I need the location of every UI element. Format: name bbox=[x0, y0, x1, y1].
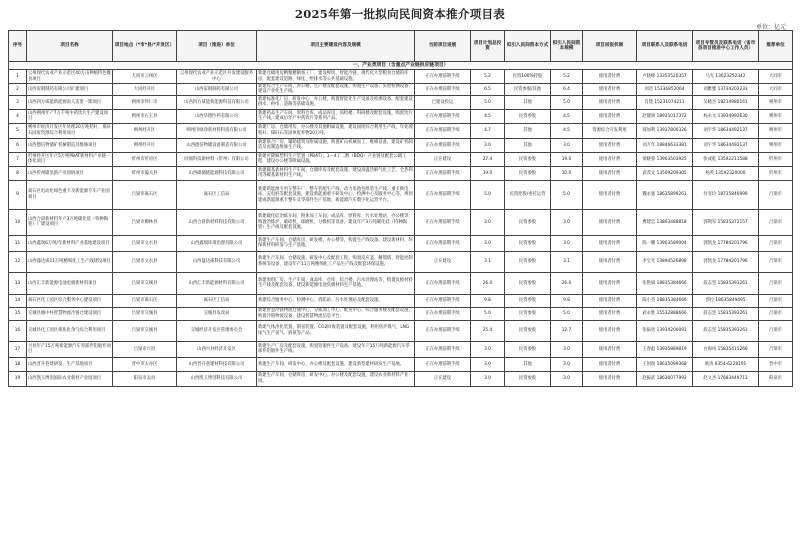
project-progress: 正在办理前期手续 bbox=[415, 320, 471, 341]
capital-scale: 4.5 bbox=[551, 109, 583, 123]
project-contact: 梁晓蓉 13903503925 bbox=[637, 152, 693, 166]
return-mechanism: 使用者付费 bbox=[583, 70, 637, 84]
capital-mode: 民资参股 bbox=[505, 341, 551, 357]
project-officer: 张成乾 13592211588 bbox=[693, 152, 759, 166]
project-content: 新建气体净化装置、制氢装置、CO2回收装置及配套设施，利用焦炉煤气、LNG尾气生产氢气、液氨等产品。 bbox=[257, 320, 415, 341]
return-mechanism: 使用者付费 bbox=[583, 357, 637, 371]
recommending-unit: 吕梁市 bbox=[759, 294, 793, 307]
row-number: 15 bbox=[9, 307, 27, 320]
row-number: 2 bbox=[9, 84, 27, 96]
total-investment: 4.7 bbox=[471, 123, 505, 138]
project-content: 新建原料厂房、生产车间、成品库、仓库、综合楼、污水处理站等，购置负极材料生产线及配套设备，建设新能源电池负极材料生产基地。 bbox=[257, 272, 415, 294]
return-mechanism: 使用者付费 bbox=[583, 152, 637, 166]
capital-mode: 民资参股 bbox=[505, 294, 551, 307]
capital-scale: 26.0 bbox=[551, 272, 583, 294]
project-officer: 刘雅雅 13734202233 bbox=[693, 84, 759, 96]
header-cell: 项目（推进）单位 bbox=[177, 31, 257, 62]
recommending-unit: 朔州市 bbox=[759, 109, 793, 123]
recommending-unit: 吕梁市 bbox=[759, 320, 793, 341]
header-cell: 序号 bbox=[9, 31, 27, 62]
project-contact: 赵振武 18636077993 bbox=[637, 371, 693, 386]
recommending-unit: 大同市 bbox=[759, 70, 793, 84]
recommending-unit: 忻州市 bbox=[759, 152, 793, 166]
total-investment: 25.4 bbox=[471, 320, 505, 341]
project-content: 新建生产车间、仓储库房、研发中心、办公楼及配套设施，建设农业新材料产业园。 bbox=[257, 371, 415, 386]
capital-mode: 民资参股 bbox=[505, 251, 551, 272]
recommending-unit: 朔州市 bbox=[759, 138, 793, 152]
project-name: 离石区电动化绿色重卡及新能源专车产业园项目 bbox=[27, 180, 113, 209]
table-row bbox=[9, 138, 793, 152]
project-progress: 正在办理前期手续 bbox=[415, 166, 471, 180]
table-row bbox=[9, 209, 793, 235]
header-cell: 推荐单位 bbox=[759, 31, 793, 62]
project-unit: 山西兴县经济开发区 bbox=[177, 341, 257, 357]
row-number: 3 bbox=[9, 95, 27, 109]
row-number: 18 bbox=[9, 357, 27, 371]
total-investment: 3.1 bbox=[471, 251, 505, 272]
project-contact: 武茂文 13509209305 bbox=[637, 166, 693, 180]
project-contact: 刘浩 15336852064 bbox=[637, 84, 693, 96]
capital-scale: 5.0 bbox=[551, 95, 583, 109]
project-location: 忻州市偏关县 bbox=[113, 166, 177, 180]
table-row bbox=[9, 357, 793, 371]
project-location: 吕梁市文水县 bbox=[113, 235, 177, 251]
project-officer: 杨英 13592320000 bbox=[693, 166, 759, 180]
table-row bbox=[9, 272, 793, 294]
capital-scale: 3.0 bbox=[551, 138, 583, 152]
project-name: 兴县年产15万吨新能源汽车零部件铝锻件项目 bbox=[27, 341, 113, 357]
capital-scale: 5.0 bbox=[551, 307, 583, 320]
project-officer: 郭利军 15835372157 bbox=[693, 209, 759, 235]
project-name: 山西合晨新材料年产3万吨碳化硅（特种陶瓷）厂建设项目 bbox=[27, 209, 113, 235]
project-name: 交城县化工园区煤焦化余气综合利用项目 bbox=[27, 320, 113, 341]
project-officer: 段志坚 15835393261 bbox=[693, 307, 759, 320]
project-contact: 赵健洲 18935017372 bbox=[637, 109, 693, 123]
project-content: 新建仓储用房精粮精制加工厂、建设鲜切、智能冷链、现代化大型粮食仓储的库房，配套建设道路、绿化、给排水等公共基础设施。 bbox=[257, 70, 415, 84]
project-location: 吕梁市交城县 bbox=[113, 272, 177, 294]
total-investment: 3.0 bbox=[471, 209, 505, 235]
project-name: 山西朔州年产7万千吨中药饮片生产建设项目 bbox=[27, 109, 113, 123]
project-officer: 付亚玲 18735846999 bbox=[693, 180, 759, 209]
row-number: 7 bbox=[9, 152, 27, 166]
capital-scale: 3.0 bbox=[551, 357, 583, 371]
header-cell: 项目回报机制 bbox=[583, 31, 637, 62]
header-cell: 项目名称 bbox=[27, 31, 113, 62]
unit-note: 单位：亿元 bbox=[755, 24, 786, 31]
project-progress: 已建设投运 bbox=[415, 95, 471, 109]
table-row bbox=[9, 180, 793, 209]
project-progress: 正在办理前期手续 bbox=[415, 294, 471, 307]
recommending-unit: 朔州市 bbox=[759, 95, 793, 109]
project-content: 新建生产厂房及配套设施，购置铝锻件生产设备，建设年产15万吨新能源汽车零部件铝锻件生产线。 bbox=[257, 341, 415, 357]
return-mechanism: 使用者付费 bbox=[583, 294, 637, 307]
project-name: 山西雷钢制药有限公司扩建项目 bbox=[27, 84, 113, 96]
project-officer: 段志坚 15835393261 bbox=[693, 272, 759, 294]
project-progress: 正在办理前期手续 bbox=[415, 235, 471, 251]
project-unit: 离石区工信局 bbox=[177, 294, 257, 307]
project-unit: 云州现代农业产业示范区开发建设服务中心 bbox=[177, 70, 257, 84]
project-progress: 正在办理前期手续 bbox=[415, 70, 471, 84]
project-location: 大同市云州区 bbox=[113, 70, 177, 84]
table-row bbox=[9, 320, 793, 341]
project-progress: 正在建设 bbox=[415, 251, 471, 272]
project-officer: 刘宇华 18634492137 bbox=[693, 123, 759, 138]
table-row bbox=[9, 123, 793, 138]
capital-scale: 5.2 bbox=[551, 70, 583, 84]
project-contact: 曹建忠 13803488818 bbox=[637, 209, 693, 235]
capital-mode: 其他 bbox=[505, 357, 551, 371]
table-row bbox=[9, 109, 793, 123]
table-row bbox=[9, 251, 793, 272]
table-row bbox=[9, 70, 793, 84]
project-name: 山西凯玉博创国际农业新材产业园项目 bbox=[27, 371, 113, 386]
return-mechanism: 使用者付费 bbox=[583, 307, 637, 320]
recommending-unit: 晋中市 bbox=[759, 357, 793, 371]
total-investment: 3.0 bbox=[471, 357, 505, 371]
capital-mode: 其他 bbox=[505, 95, 551, 109]
project-contact: 卢晓峰 13353520357 bbox=[637, 70, 693, 84]
return-mechanism: 使用者付费 bbox=[583, 84, 637, 96]
project-unit: 山西盛达威科技有限公司 bbox=[177, 251, 257, 272]
row-number: 16 bbox=[9, 320, 27, 341]
project-progress: 正在建设 bbox=[415, 152, 471, 166]
project-progress: 正在办理前期手续 bbox=[415, 272, 471, 294]
header-cell: 项目专管员及联系电话（省市县项目推进中心工作人员） bbox=[693, 31, 759, 62]
capital-mode: 民资参股 bbox=[505, 320, 551, 341]
return-mechanism: 使用者付费 bbox=[583, 272, 637, 294]
capital-mode: 民资100%持股 bbox=[505, 70, 551, 84]
recommending-unit: 朔州市 bbox=[759, 123, 793, 138]
capital-mode: 民资参股/其他 bbox=[505, 84, 551, 96]
project-contact: 武永胜 15532888666 bbox=[637, 307, 693, 320]
project-officer: 刘宇华 18634492137 bbox=[693, 138, 759, 152]
capital-scale: 3.0 bbox=[551, 371, 583, 386]
table-row bbox=[9, 307, 793, 320]
capital-mode: 民资参股 bbox=[505, 371, 551, 386]
project-name: 山西忻州碳基新产业园链项目 bbox=[27, 166, 113, 180]
project-name: 山西盛达威11万吨精细化工生产线建设项目 bbox=[27, 251, 113, 272]
project-content: 新建厂房、仓储用房、办公楼及其他附属设施，建设固废综合利用生产线，年处理秸秆、煤矸石等固体废弃物20万吨。 bbox=[257, 123, 415, 138]
recommending-unit: 吕梁市 bbox=[759, 251, 793, 272]
total-investment: 3.0 bbox=[471, 341, 505, 357]
project-location: 朔州市怀仁市 bbox=[113, 95, 177, 109]
project-content: 新建智慧冷链物流仓储中心、分拣加工中心、配送中心、综合服务楼及配套设施，购置冷链物流设备，建设智慧物流信息平台。 bbox=[258, 308, 413, 319]
project-name: 交城县城中村智慧物流冷链仓建设项目 bbox=[27, 307, 113, 320]
return-mechanism: 使用者付费 bbox=[583, 371, 637, 386]
project-location: 吕梁市交城县 bbox=[113, 320, 177, 341]
project-unit: 山西汇丰新能源材料有限公司 bbox=[177, 272, 257, 294]
row-number: 17 bbox=[9, 341, 27, 357]
capital-mode: 民资参股 bbox=[505, 109, 551, 123]
total-investment: 3.0 bbox=[471, 138, 505, 152]
project-content: 新建碳化硅冶炼车间、粉体加工车间、成品库、原料库、污水处理站、办公楼等，购置冶炼炉、破碎机、球磨机、分级机等设备，建设年产3万吨碳化硅（特种陶瓷）生产线及配套设施。 bbox=[257, 209, 415, 235]
return-mechanism: 使用者付费 bbox=[583, 320, 637, 341]
total-investment: 19.0 bbox=[471, 166, 505, 180]
project-name: 离石区化工园区综合服务中心建设项目 bbox=[27, 294, 113, 307]
project-location: 吕梁市柳林县 bbox=[113, 209, 177, 235]
project-officer: 杨永文 13934992630 bbox=[693, 109, 759, 123]
project-contact: 王春彪 13935889819 bbox=[637, 341, 693, 357]
capital-scale: 12.7 bbox=[551, 320, 583, 341]
capital-mode: 民资参股 bbox=[505, 307, 551, 320]
capital-mode: 民资参股 bbox=[505, 272, 551, 294]
project-officer: 耿涛 0354-6228191 bbox=[693, 357, 759, 371]
project-unit: 山西合晨新材料科技有限公司 bbox=[177, 209, 257, 235]
row-number: 8 bbox=[9, 166, 27, 180]
project-name: 山西四方威能新能源南人造蛋一期项目 bbox=[27, 95, 113, 109]
total-investment: 4.5 bbox=[471, 109, 505, 123]
project-unit: 朔州市绿净新材料科技有限公司 bbox=[177, 123, 257, 138]
return-mechanism: 使用者付费 bbox=[583, 251, 637, 272]
recommending-unit: 吕梁市 bbox=[759, 307, 793, 320]
header-cell: 拟引入民间资本方式 bbox=[505, 31, 551, 62]
project-contact: 王国瑞 18635099368 bbox=[637, 357, 693, 371]
row-number: 14 bbox=[9, 294, 27, 307]
project-table bbox=[8, 30, 793, 387]
project-location: 忻州市忻府区 bbox=[113, 152, 177, 166]
project-content: 新建药品生产车间、原料仓库、成品库房、质检楼、科研楼及配套设施，购置饮片生产线，建成后年产中药饮片等系列产品。 bbox=[258, 110, 413, 122]
total-investment: 5.2 bbox=[471, 70, 505, 84]
capital-scale: 3.0 bbox=[551, 235, 583, 251]
table-row bbox=[9, 341, 793, 357]
project-content: 新建碳基新材料生产车间、仓储库房及配套设施，建设高温热解气化工艺、全热利用等碳基新材料生产线。 bbox=[258, 167, 413, 179]
project-content: 新建综合生产车间、办公楼、生产楼及配套设施，购置生产设备、实验检测设备，建设产业化生产线。 bbox=[258, 84, 413, 95]
project-location: 吕梁市兴县 bbox=[113, 341, 177, 357]
project-progress: 正在办理前期手续 bbox=[415, 109, 471, 123]
project-contact: 张振勇 13934200091 bbox=[637, 320, 693, 341]
return-mechanism: 使用者付费 bbox=[583, 180, 637, 209]
project-location: 阳泉市盂县 bbox=[113, 371, 177, 386]
section-row bbox=[9, 62, 793, 70]
project-progress: 正在办理前期手续 bbox=[415, 209, 471, 235]
capital-scale: 10.0 bbox=[551, 166, 583, 180]
project-name: 云州现代农业产业示范区40万亩种植特色餐食项目 bbox=[28, 71, 111, 82]
row-number: 9 bbox=[9, 180, 27, 209]
total-investment: 5.0 bbox=[471, 95, 505, 109]
project-officer: 郭拉 18635849495 bbox=[693, 294, 759, 307]
header-cell: 项目联系人及联系电话 bbox=[637, 31, 693, 62]
project-unit: 山西德信物储设备制造有限公司 bbox=[177, 138, 257, 152]
row-number: 12 bbox=[9, 251, 27, 272]
return-mechanism: 资源综合开发利用 bbox=[583, 123, 637, 138]
return-mechanism: 使用者付费 bbox=[583, 95, 637, 109]
project-location: 吕梁市交城县 bbox=[113, 307, 177, 320]
capital-mode: 民资控股/委托运营 bbox=[505, 180, 551, 209]
capital-scale: 5.0 bbox=[551, 180, 583, 209]
project-contact: 张艳斌 18835384666 bbox=[637, 272, 693, 294]
project-officer: 吴晓杰 18214980161 bbox=[693, 95, 759, 109]
project-unit: 山西华德医药有限公司 bbox=[177, 109, 257, 123]
table-row bbox=[9, 152, 793, 166]
return-mechanism: 使用者付费 bbox=[583, 235, 637, 251]
project-location: 晋中市太谷区 bbox=[113, 357, 177, 371]
project-location: 朔州经开区 bbox=[113, 138, 177, 152]
project-content: 新建联合厂房、辅助建筑及附属设施，购置矿山机械加工、维修设备，建设矿机制造及再制造维修生产线。 bbox=[258, 139, 413, 151]
return-mechanism: 使用者付费 bbox=[583, 209, 637, 235]
return-mechanism: 使用者付费 bbox=[583, 138, 637, 152]
total-investment: 5.0 bbox=[471, 307, 505, 320]
project-unit: 山西碳储链能源科技有限公司 bbox=[177, 166, 257, 180]
project-location: 吕梁市文水县 bbox=[113, 251, 177, 272]
project-location: 朔州市右玉县 bbox=[113, 109, 177, 123]
recommending-unit: 吕梁市 bbox=[759, 209, 793, 235]
row-number: 6 bbox=[9, 138, 27, 152]
project-content: 新建生产车间、仓储库房、研发楼、办公楼等，购置生产线设备，建设新材料、环保新材料研发与生产基地。 bbox=[257, 235, 415, 251]
project-progress: 正在办理前期手续 bbox=[415, 357, 471, 371]
table-row bbox=[9, 294, 793, 307]
project-contact: 刘万年 18846633381 bbox=[637, 138, 693, 152]
capital-scale: 19.0 bbox=[551, 152, 583, 166]
recommending-unit: 吕梁市 bbox=[759, 235, 793, 251]
project-location: 吕梁市离石区 bbox=[113, 294, 177, 307]
project-name: 山西鑫瑞6万吨/年新材料产业基地建设项目 bbox=[27, 235, 113, 251]
project-progress: 正在办理前期手续 bbox=[415, 180, 471, 209]
table-header-row bbox=[9, 31, 793, 62]
capital-mode: 民资参股 bbox=[505, 209, 551, 235]
capital-scale: 3.1 bbox=[551, 251, 583, 272]
project-unit: 同润科技新材料（忻州）有限公司 bbox=[177, 152, 257, 166]
project-unit: 山西雷钢制药有限公司 bbox=[177, 84, 257, 96]
project-contact: 陈小杰 18835384666 bbox=[637, 294, 693, 307]
capital-mode: 其他 bbox=[505, 123, 551, 138]
row-number: 11 bbox=[9, 235, 27, 251]
project-progress: 正在办理前期手续 bbox=[415, 138, 471, 152]
recommending-unit: 忻州市 bbox=[759, 166, 793, 180]
project-unit: 山西晋开巷建材科技有限公司 bbox=[177, 357, 257, 371]
table-row bbox=[9, 166, 793, 180]
total-investment: 26.0 bbox=[471, 272, 505, 294]
recommending-unit: 吕梁市 bbox=[759, 180, 793, 209]
project-unit: 山西凯玉博创科技有限公司 bbox=[177, 371, 257, 386]
recommending-unit: 吕梁市 bbox=[759, 341, 793, 357]
project-contact: 陈一鹏 13903589004 bbox=[637, 235, 693, 251]
row-number: 1 bbox=[9, 70, 27, 84]
project-content: 新建综合服务中心、检测中心、消防站、污水处理站及配套设施。 bbox=[257, 294, 415, 307]
project-officer: 马光 13623252342 bbox=[693, 70, 759, 84]
recommending-unit: 大同市 bbox=[759, 84, 793, 96]
project-officer: 段志坚 15835393261 bbox=[693, 320, 759, 341]
project-contact: 郝加利 13937800326 bbox=[637, 123, 693, 138]
project-officer: 白海风 15835415266 bbox=[693, 341, 759, 357]
table-row bbox=[9, 84, 793, 96]
total-investment: 3.0 bbox=[471, 371, 505, 386]
project-content: 新建新能源专用车整车厂、整车装配生产线、动力电池包组装生产线、重卡换电站、充电桩等配套设施，建设新能源重卡研发中心、检测中心及服务中心等，规划建成新能源重卡整车及零部件生产基地、新能源汽车数字化运营平台。 bbox=[257, 180, 415, 209]
project-content: 新建标准化厂房、研发中心、办公楼，购置智能化生产设备及检测设备，配套建设供水、供电、道路等基础设施。 bbox=[258, 96, 413, 108]
row-number: 10 bbox=[9, 209, 27, 235]
section-title: 一、产业类项目（含重点产业链供应链项目） bbox=[9, 62, 793, 70]
total-investment: 27.4 bbox=[471, 152, 505, 166]
project-content: 新建生产车间、研发中心、办公楼及配套设施，建设新型建材研发生产基地。 bbox=[257, 357, 415, 371]
table-row bbox=[9, 371, 793, 386]
table-row bbox=[9, 95, 793, 109]
header-cell: 项目地点（*市*县/*开发区） bbox=[113, 31, 177, 62]
project-contact: 肖建 15231074211 bbox=[637, 95, 693, 109]
return-mechanism: 使用者付费 bbox=[583, 109, 637, 123]
project-content: 新建可降解塑料生产装置（PBAT）、1—4丁二醇（BDO）产业链及配套公辅工程，建设办公楼等附属设施。 bbox=[257, 152, 415, 166]
project-unit: 交城经济开发区管理委员会 bbox=[177, 320, 257, 341]
project-content: 新建生产车间、仓储设施、研发中心及配套工程，购置反应釜、精馏塔、智能控制系统等设备，建设年产11万吨精细化工产品生产线及配套环保设施。 bbox=[257, 251, 415, 272]
project-name: 忻州经开区年产5万吨PBAT新材料产业链一体化项目 bbox=[27, 152, 113, 166]
project-contact: 魏永强 18635899261 bbox=[637, 180, 693, 209]
capital-scale: 9.8 bbox=[551, 294, 583, 307]
project-progress: 正在办理前期手续 bbox=[415, 84, 471, 96]
total-investment: 9.8 bbox=[471, 294, 505, 307]
document-page bbox=[8, 4, 792, 532]
project-unit: 离石区工信局 bbox=[177, 180, 257, 209]
capital-scale: 6.4 bbox=[551, 84, 583, 96]
header-cell: 拟引入民间资本规模 bbox=[551, 31, 583, 62]
row-number: 4 bbox=[9, 109, 27, 123]
row-number: 5 bbox=[9, 123, 27, 138]
project-name: 山西晋开巷建研发、生产基地项目 bbox=[27, 357, 113, 371]
project-progress: 正在办理前期手续 bbox=[415, 307, 471, 320]
header-cell: 项目主要建设内容及规模 bbox=[257, 31, 415, 62]
document-title: 2025年第一批拟向民间资本推介项目表 bbox=[294, 7, 506, 21]
project-contact: 李宝光 13894526898 bbox=[637, 251, 693, 272]
recommending-unit: 吕梁市 bbox=[759, 272, 793, 294]
project-location: 大同经开区 bbox=[113, 84, 177, 96]
capital-mode: 民资参股 bbox=[505, 166, 551, 180]
project-location: 吕梁市离石区 bbox=[113, 180, 177, 209]
row-number: 13 bbox=[9, 272, 27, 294]
project-officer: 郭凯龙 17784201796 bbox=[693, 251, 759, 272]
capital-scale: 3.0 bbox=[551, 341, 583, 357]
project-unit: 交城县发改局 bbox=[177, 307, 257, 320]
project-name: 朔州市经济开发区年处理20万吨秸秆、煤矸石固废资源综合利用项目 bbox=[27, 123, 113, 138]
recommending-unit: 阳泉市 bbox=[759, 371, 793, 386]
project-name: 山西德信物储矿机械制造及维修项目 bbox=[27, 138, 113, 152]
capital-mode: 其他 bbox=[505, 138, 551, 152]
table-row bbox=[9, 235, 793, 251]
project-progress: 正在办理前期手续 bbox=[415, 341, 471, 357]
project-progress: 正在建设 bbox=[415, 371, 471, 386]
return-mechanism: 使用者付费 bbox=[583, 341, 637, 357]
project-unit: 山西鑫瑞环境治理有限公司 bbox=[177, 235, 257, 251]
project-progress: 正在办理前期手续 bbox=[415, 123, 471, 138]
total-investment: 3.0 bbox=[471, 235, 505, 251]
header-cell: 当前项目进展 bbox=[415, 31, 471, 62]
row-number: 19 bbox=[9, 371, 27, 386]
total-investment: 6.5 bbox=[471, 84, 505, 96]
project-location: 朔州经开区 bbox=[113, 123, 177, 138]
header-cell: 项目计划总投资 bbox=[471, 31, 505, 62]
capital-mode: 民资参股 bbox=[505, 152, 551, 166]
project-officer: 赵文杰 17683449713 bbox=[693, 371, 759, 386]
return-mechanism: 使用者付费 bbox=[583, 166, 637, 180]
project-name: 山西汇丰新能源电池电极新材料项目 bbox=[27, 272, 113, 294]
capital-scale: 4.5 bbox=[551, 123, 583, 138]
total-investment: 5.0 bbox=[471, 180, 505, 209]
project-officer: 郭凯龙 17784201796 bbox=[693, 235, 759, 251]
project-unit: 山西四方威能新能源科技有限公司 bbox=[177, 95, 257, 109]
capital-scale: 3.0 bbox=[551, 209, 583, 235]
capital-mode: 民资参股 bbox=[505, 235, 551, 251]
